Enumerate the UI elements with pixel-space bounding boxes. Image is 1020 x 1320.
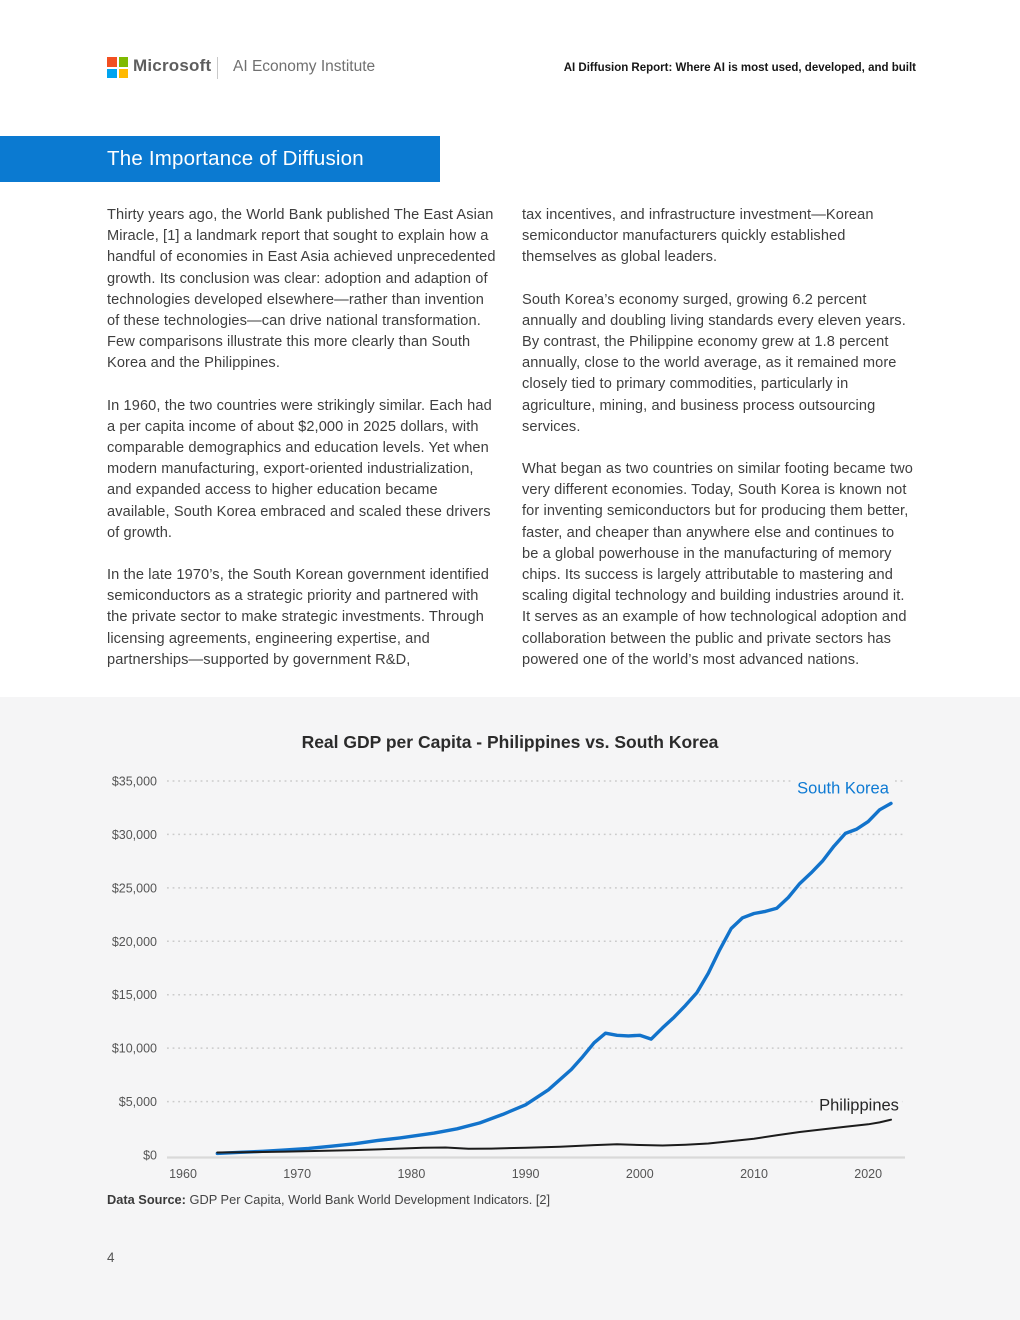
x-tick-label: 1960 [169, 1167, 197, 1181]
microsoft-logo-icon [107, 57, 128, 78]
x-tick-label: 2020 [854, 1167, 883, 1181]
article-right-column [522, 205, 913, 692]
paragraph: What began as two countries on similar footing became two very different economies. Today, South Korea is known not for inventing semiconductors but for producing them better, faster, and cheaper than anywhere else and continues to be a global powerhouse in the manufacturing of memory chips. Its success is largely attributable to mastering and scaling digital technology and building industries around it. It serves as an example of how technological adoption and collaboration between the public and private sectors has powered one of the world’s most advanced nations. [522, 461, 914, 668]
x-tick-label: 1970 [283, 1167, 312, 1181]
brand-name: AI Economy Institute [233, 58, 376, 75]
article-left-column [107, 205, 498, 692]
series-label-philippines: Philippines [819, 1096, 899, 1115]
section-title: The Importance of Diffusion [107, 147, 364, 170]
data-source-text: GDP Per Capita, World Bank World Development Indicators. [2] [185, 1192, 551, 1207]
y-tick-label: $10,000 [111, 1041, 157, 1056]
paragraph: In 1960, the two countries were strikingly similar. Each had a per capita income of about $2,000 in 2025 dollars, with comparable demographics and education levels. Yet when modern manufacturing, export-oriented industrialization, and expanded access to higher education became available, South Korea embraced and scaled these drivers of growth. [107, 397, 492, 541]
y-tick-label: $5,000 [118, 1095, 157, 1110]
paragraph: In the late 1970’s, the South Korean government identified semiconductors as a strategic priority and partnered with the private sector to make strategic investments. Through licensing agreements, engineering expertise, and partnerships—supported by government R&D, [107, 567, 489, 668]
logo-square-red [107, 57, 117, 67]
x-tick-label: 1980 [397, 1167, 426, 1181]
y-tick-label: $20,000 [111, 934, 157, 949]
y-tick-label: $15,000 [111, 988, 157, 1003]
microsoft-wordmark: Microsoft [133, 56, 212, 75]
page-number: 4 [107, 1250, 115, 1265]
header-divider [217, 57, 218, 79]
y-tick-label: $30,000 [111, 827, 157, 842]
series-label-south-korea: South Korea [797, 779, 889, 798]
x-tick-label: 1990 [511, 1167, 540, 1181]
article-body [107, 205, 913, 692]
y-tick-label: $35,000 [111, 774, 157, 789]
gdp-line-chart [0, 690, 1020, 1210]
chart-title: Real GDP per Capita - Philippines vs. South Korea [301, 732, 719, 752]
paragraph: Thirty years ago, the World Bank published The East Asian Miracle, [1] a landmark report that sought to explain how a handful of economies in East Asia achieved unprecedented growth. Its conclusion was clear: adoption and adaption of technologies developed elsewhere—rather than invention of these technologies—can drive national transformation. Few comparisons illustrate this more clearly than South Korea and the Philippines. [107, 207, 496, 372]
data-source-note [107, 1192, 550, 1207]
logo-square-green [119, 57, 129, 67]
logo-square-blue [107, 69, 117, 79]
report-title: AI Diffusion Report: Where AI is most used, developed, and built [563, 62, 916, 74]
y-tick-label: $25,000 [111, 881, 157, 896]
paragraph: South Korea’s economy surged, growing 6.2 percent annually and doubling living standards every eleven years. By contrast, the Philippine economy grew at 1.8 percent annually, close to the world average, as it remained more closely tied to primary commodities, particularly in agriculture, mining, and business process outsourcing services. [522, 291, 906, 435]
logo-square-yellow [119, 69, 129, 79]
y-tick-label: $0 [143, 1148, 157, 1163]
section-banner [0, 136, 440, 182]
paragraph: tax incentives, and infrastructure investment—Korean semiconductor manufacturers quickly established themselves as global leaders. [522, 207, 874, 266]
x-tick-label: 2000 [625, 1167, 654, 1181]
data-source-label: Data Source: [107, 1192, 186, 1207]
x-tick-label: 2010 [740, 1167, 768, 1181]
